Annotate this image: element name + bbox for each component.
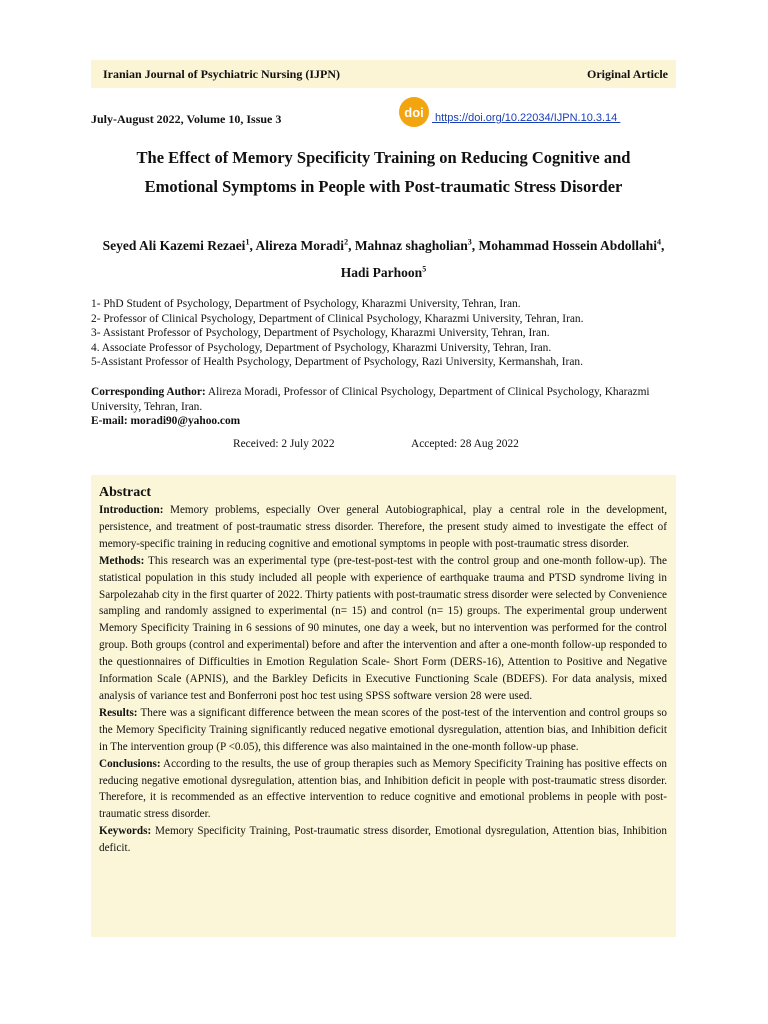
accepted-date: Accepted: 28 Aug 2022 <box>411 438 519 450</box>
article-title <box>91 143 676 201</box>
title-line-2: Emotional Symptoms in People with Post-traumatic Stress Disorder <box>144 177 623 196</box>
affiliation: 1- PhD Student of Psychology, Department of Psychology, Kharazmi University, Tehran, Iran. <box>91 298 521 310</box>
abstract-box <box>91 475 676 937</box>
abstract-results: Results: There was a significant difference between the mean scores of the post-test of the intervention and control groups so the Memory Specificity Training significantly reduced negative emotional dysregulation, attention bias, and Inhibition deficit in The intervention group (P <0.05), this difference was also maintained in the one-month follow-up phase. <box>99 706 667 753</box>
abstract-introduction: Introduction: Memory problems, especially Over general Autobiographical, play a central role in the development, persistence, and treatment of post-traumatic stress disorder. Therefore, the present study aimed to investigate the effect of memory-specific training in reducing cognitive and emotional symptoms in people with post-traumatic stress disorder. <box>99 504 667 550</box>
affiliation-list <box>91 297 681 370</box>
abstract-keywords: Keywords: Memory Specificity Training, Post-traumatic stress disorder, Emotional dysregulation, Attention bias, Inhibition deficit. <box>99 825 667 855</box>
journal-header-bar <box>91 60 676 88</box>
abstract-conclusions: Conclusions: According to the results, the use of group therapies such as Memory Specificity Training has positive effects on reducing negative emotional dysregulation, attention bias, and Inhibition deficit in people with post-traumatic stress disorder. Therefore, it is recommended as an effective intervention to reduce cognitive and emotional problems in people with post-traumatic stress disorder. <box>99 757 667 821</box>
doi-link[interactable]: https://doi.org/10.22034/IJPN.10.3.14 <box>432 112 621 124</box>
abstract-heading: Abstract <box>99 485 152 500</box>
affiliation: 4. Associate Professor of Psychology, Department of Psychology, Kharazmi University, Tehran, Iran. <box>91 341 552 354</box>
email-label: E-mail: <box>91 415 128 428</box>
affiliation: 2- Professor of Clinical Psychology, Department of Clinical Psychology, Kharazmi University, Tehran, Iran. <box>91 312 584 325</box>
author: Hadi Parhoon$^5$ <box>340 264 427 280</box>
author: Seyed Ali Kazemi Rezaei$^1$, <box>102 237 256 253</box>
author: Mohammad Hossein Abdollahi$^4$, <box>478 237 665 253</box>
received-date: Received: 2 July 2022 <box>233 438 335 450</box>
affiliation: 3- Assistant Professor of Psychology, Department of Psychology, Kharazmi University, Tehran, Iran. <box>91 327 550 340</box>
affiliation: 5-Assistant Professor of Health Psychology, Department of Psychology, Razi University, Kermanshah, Iran. <box>91 356 583 369</box>
author: Alireza Moradi$^2$, <box>255 237 355 253</box>
author-list <box>91 230 676 285</box>
abstract-methods: Methods: This research was an experimental type (pre-test-post-test with the control group and one-month follow-up). The statistical population in this study included all people with experience of earthquake trauma and PTSD syndrome living in Sarpolezahab city in the first quarter of 2022. Thirty patients with post-traumatic stress disorder were selected by Convenience sampling and randomly assigned to experimental (n= 15) and control (n= 15) groups. The experimental group underwent Memory Specificity Training in 6 sessions of 90 minutes, one day a week, but no intervention was performed for the control group. Both groups (control and experimental) before and after the intervention and after a one-month follow-up responded to the questionnaires of Difficulties in Emotion Regulation Scale- Short Form (DERS-16), Attention to Positive and Negative Information Scale (APNIS), and the Barkley Deficits in Executive Functioning Scale (BDEFS). For data analysis, mixed analysis of variance test and Bonferroni post hoc test using SPSS software version 28 were used. <box>99 554 667 702</box>
corresponding-text: Alireza Moradi, Professor of Clinical Psychology, Department of Clinical Psychology, Kharazmi University, Tehran, Iran. <box>91 386 650 413</box>
doi-icon: doi <box>399 97 429 127</box>
journal-name: Iranian Journal of Psychiatric Nursing (IJPN) <box>103 66 340 81</box>
corresponding-label: Corresponding Author: <box>91 386 206 398</box>
corresponding-author <box>91 385 681 429</box>
article-type: Original Article <box>587 66 668 81</box>
author: Mahnaz shagholian$^3$, <box>354 237 479 253</box>
issue-info: July-August 2022, Volume 10, Issue 3 <box>91 112 282 126</box>
email-address[interactable]: moradi90@yahoo.com <box>127 415 241 428</box>
title-line-1: The Effect of Memory Specificity Training on Reducing Cognitive and <box>136 148 631 167</box>
